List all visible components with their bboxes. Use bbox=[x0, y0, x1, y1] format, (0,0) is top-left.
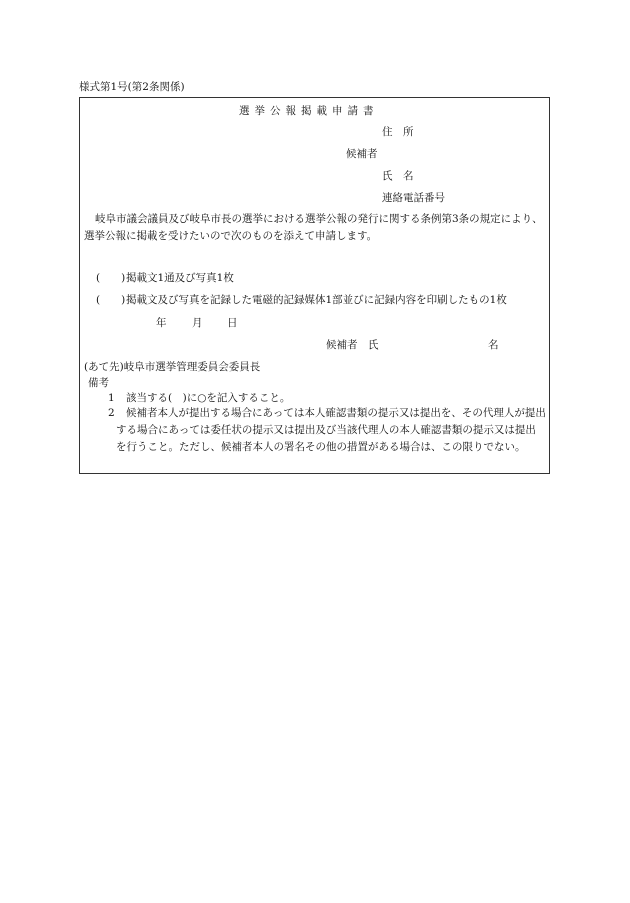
phone-label: 連絡電話番号 bbox=[382, 192, 445, 204]
signature-suffix: 名 bbox=[488, 339, 499, 351]
date-year: 年 bbox=[156, 317, 167, 329]
item-1-paren: ( ) bbox=[96, 272, 126, 284]
form-title: 選挙公報掲載申請書 bbox=[239, 105, 379, 117]
addressee: (あて先)岐阜市選挙管理委員会委員長 bbox=[84, 361, 261, 373]
notes-heading: 備考 bbox=[88, 377, 109, 389]
note-2-text: 候補者本人が提出する場合にあっては本人確認書類の提示又は提出を、その代理人が提出する場合にあっては委任状の提示又は提出及び当該代理人の本人確認書類の提示又は提出を行うこと。ただし、候補者本人の署名その他の措置がある場合は、この限りでない。 bbox=[116, 407, 546, 453]
note-2-number: 2 bbox=[108, 407, 115, 419]
item-2-paren: ( ) bbox=[96, 294, 126, 306]
name-label: 氏 名 bbox=[382, 170, 414, 182]
date-month: 月 bbox=[192, 317, 203, 329]
item-1-text: 掲載文1通及び写真1枚 bbox=[126, 272, 234, 284]
body-text: 岐阜市議会議員及び岐阜市長の選挙における選挙公報の発行に関する条例第3条の規定により、選挙公報に掲載を受けたいので次のものを添えて申請します。 bbox=[84, 213, 543, 242]
candidate-label: 候補者 bbox=[346, 148, 378, 160]
signature-label: 候補者 氏 bbox=[326, 339, 379, 351]
form-number: 様式第1号(第2条関係) bbox=[79, 81, 185, 93]
date-day: 日 bbox=[227, 317, 238, 329]
item-2-text: 掲載文及び写真を記録した電磁的記録媒体1部並びに記録内容を印刷したもの1枚 bbox=[126, 294, 507, 306]
address-label: 住 所 bbox=[382, 126, 414, 138]
note-1-text: 該当する( )に○を記入すること。 bbox=[126, 392, 291, 404]
note-1-number: 1 bbox=[108, 392, 115, 404]
